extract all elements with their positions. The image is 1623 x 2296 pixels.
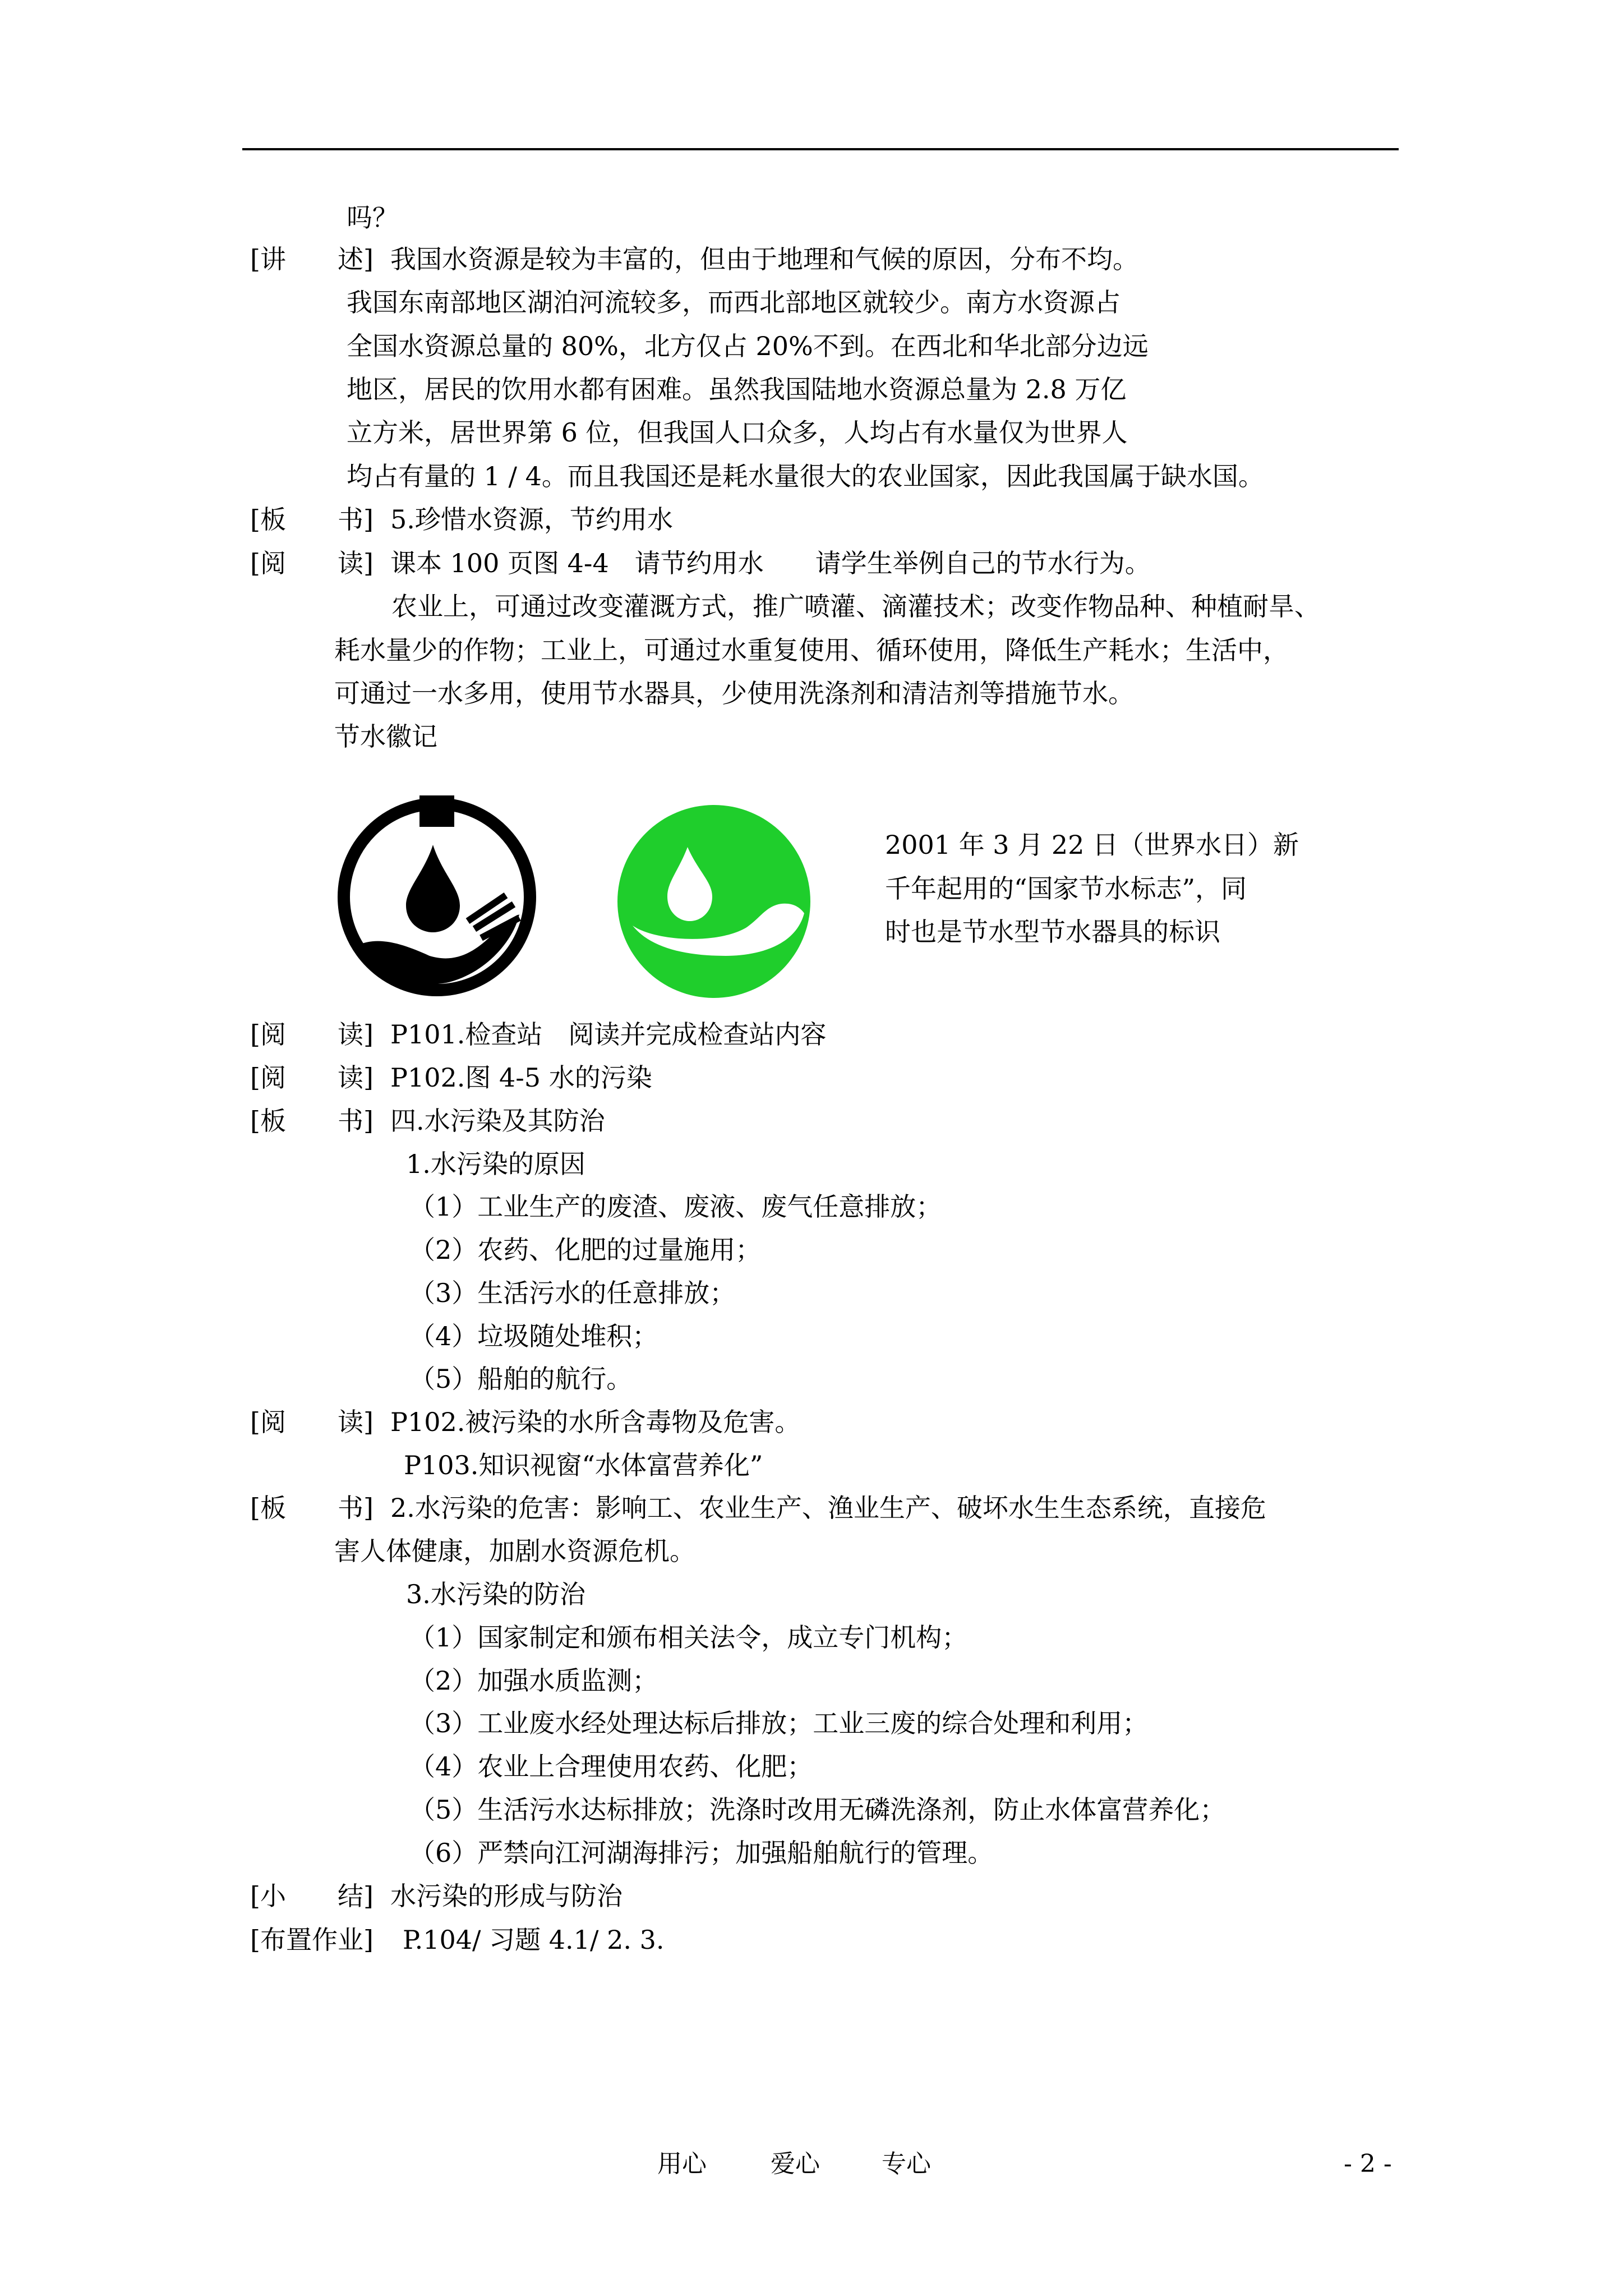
text-line: （2）农药、化肥的过量施用； [409,1235,762,1265]
text-line: （3）生活污水的任意排放； [409,1278,736,1308]
text-line: （5）船舶的航行。 [409,1364,633,1394]
water-drop-wave-icon [616,803,812,1000]
caption-line: 时也是节水型节水器具的标识 [885,917,1220,947]
text-line: 我国东南部地区湖泊河流较多，而西北部地区就较少。南方水资源占 [347,287,1121,318]
text-line: （6）严禁向江河湖海排污；加强船舶航行的管理。 [409,1838,994,1868]
text-line: 2.水污染的危害：影响工、农业生产、渔业生产、破坏水生生态系统，直接危 [390,1493,1266,1523]
footer-motto-2: 爱心 [771,2150,820,2178]
text-line: 可通过一水多用，使用节水器具，少使用洗涤剂和清洁剂等措施节水。 [334,678,1134,708]
text-line: 水污染的形成与防治 [390,1881,623,1911]
text-line: 害人体健康，加剧水资源危机。 [334,1536,695,1566]
page-number: - 2 - [1344,2150,1392,2178]
tag-ban-shu-2: [板 书] [250,1106,374,1136]
text-line: P103.知识视窗“水体富营养化” [404,1450,763,1480]
text-line: 耗水量少的作物；工业上，可通过水重复使用、循环使用，降低生产耗水；生活中， [334,635,1289,665]
tag-xiao-jie: [小 结] [250,1881,374,1911]
text-line: 四.水污染及其防治 [390,1106,605,1136]
tag-yue-du-3: [阅 读] [250,1062,374,1093]
text-line: 立方米，居世界第 6 位，但我国人口众多，人均占有水量仅为世界人 [347,417,1128,448]
footer-motto-1: 用心 [657,2150,707,2178]
text-line: （4）垃圾随处堆积； [409,1321,658,1351]
text-line: 1.水污染的原因 [406,1149,585,1179]
tag-yue-du-1: [阅 读] [250,548,374,578]
text-line: P.104/ 习题 4.1/ 2. 3. [403,1925,665,1955]
text-line: （2）加强水质监测； [409,1665,658,1696]
text-line: （4）农业上合理使用农药、化肥； [409,1751,813,1782]
tag-yue-du-4: [阅 读] [250,1407,374,1437]
text-line: 农业上，可通过改变灌溉方式，推广喷灌、滴灌技术；改变作物品种、种植耐旱、 [391,591,1320,622]
text-line: P102.被污染的水所含毒物及危害。 [390,1407,801,1437]
caption-line: 2001 年 3 月 22 日（世界水日）新 [885,830,1299,860]
tag-yue-du-2: [阅 读] [250,1019,374,1050]
text-line: 节水徽记 [334,721,437,752]
tag-ban-shu-3: [板 书] [250,1493,374,1523]
text-line: （3）工业废水经处理达标后排放；工业三废的综合处理和利用； [409,1708,1149,1738]
text-line: 地区，居民的饮用水都有困难。虽然我国陆地水资源总量为 2.8 万亿 [347,374,1127,404]
text-line: P102.图 4-5 水的污染 [390,1062,652,1093]
text-line: 全国水资源总量的 80%，北方仅占 20%不到。在西北和华北部分边远 [347,331,1149,361]
footer-motto-3: 专心 [882,2150,931,2178]
text-line: 均占有量的 1 / 4。而且我国还是耗水量很大的农业国家，因此我国属于缺水国。 [347,461,1264,491]
text-line: 3.水污染的防治 [406,1579,585,1609]
text-line: （1）国家制定和颁布相关法令，成立专门机构； [409,1622,968,1653]
text-line: 我国水资源是较为丰富的，但由于地理和气候的原因，分布不均。 [390,244,1138,274]
text-line: 吗？ [347,203,398,233]
caption-line: 千年起用的“国家节水标志”，同 [885,873,1247,904]
tag-ban-shu-1: [板 书] [250,504,374,535]
text-line: P101.检查站 阅读并完成检查站内容 [390,1019,827,1050]
header-rule [242,148,1399,150]
text-line: （5）生活污水达标排放；洗涤时改用无磷洗涤剂，防止水体富营养化； [409,1795,1226,1825]
text-line: 课本 100 页图 4-4 请节约用水 请学生举例自己的节水行为。 [390,548,1151,578]
tag-jiang-shu: [讲 述] [250,244,374,274]
text-line: 5.珍惜水资源，节约用水 [390,504,673,535]
water-drop-hand-icon [334,794,540,1000]
text-line: （1）工业生产的废渣、废液、废气任意排放； [409,1191,942,1222]
tag-bu-zhi-zuo-ye: [布置作业] [250,1925,374,1955]
